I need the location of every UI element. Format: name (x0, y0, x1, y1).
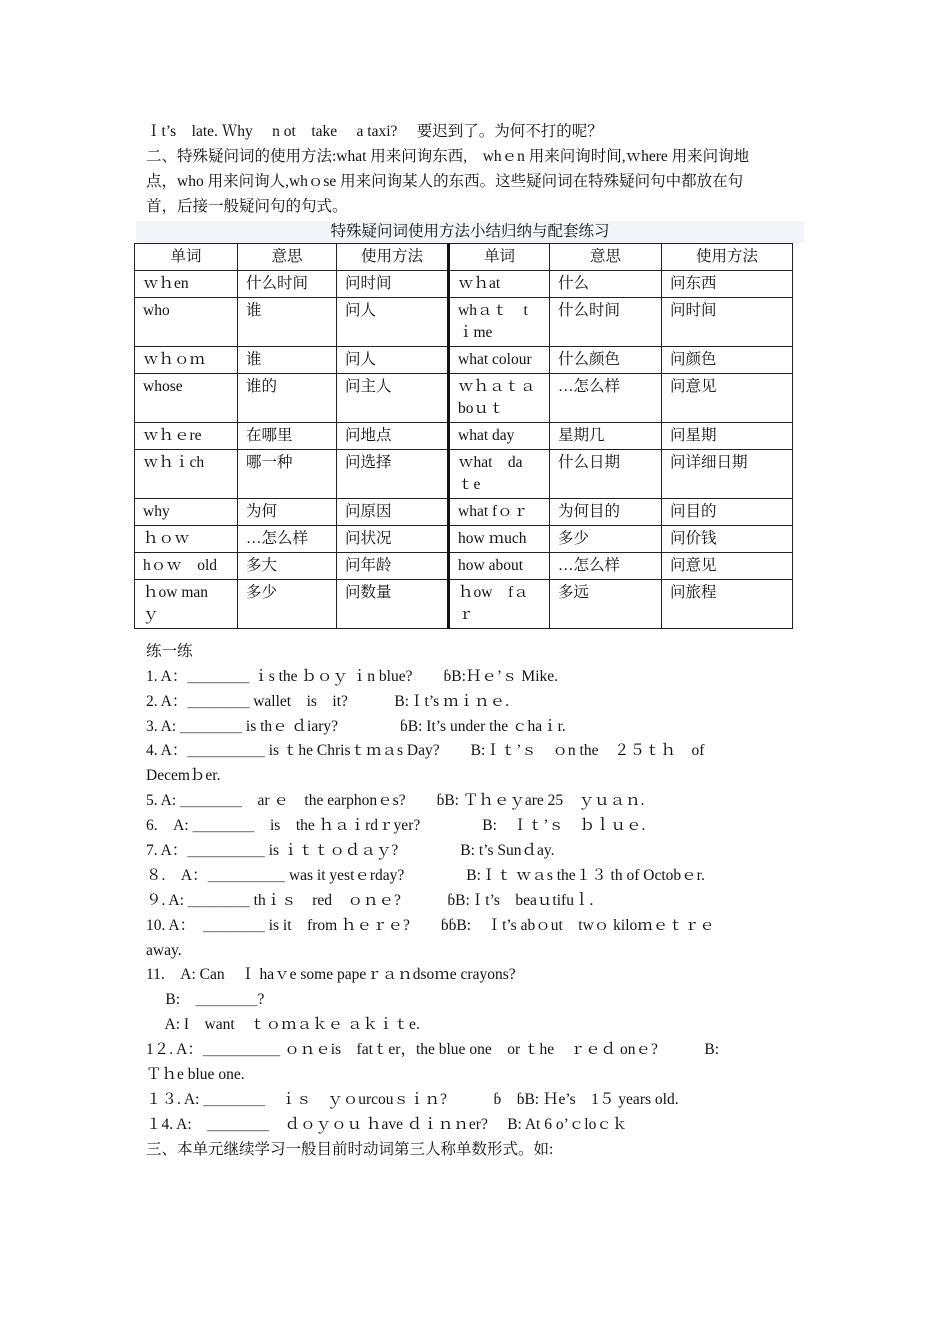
cell-meaning: 什么时间 (238, 271, 337, 298)
cell-word: ｈow fａ ｒ (449, 580, 550, 629)
cell-meaning: 多大 (238, 553, 337, 580)
cell-word: what colour (449, 347, 550, 374)
table-row (135, 347, 793, 374)
table-row (135, 271, 793, 298)
exercise-line: ８. A：＿＿＿＿＿ was it yestｅrday? B:Ｉｔ ｗａs the１３ th of Octobｅr. (146, 867, 705, 884)
cell-word: ｗｈen (135, 271, 238, 298)
cell-meaning: 在哪里 (238, 423, 337, 450)
cell-meaning: 星期几 (550, 423, 662, 450)
cell-usage: 问意见 (662, 553, 793, 580)
cell-usage: 问颜色 (662, 347, 793, 374)
cell-word: how about (449, 553, 550, 580)
cell-word: ｗhat da ｔe (449, 450, 550, 499)
exercise-line: away. (146, 942, 182, 959)
cell-usage: 问星期 (662, 423, 793, 450)
table-row (135, 553, 793, 580)
cell-word: what fｏｒ (449, 499, 550, 526)
cell-meaning: 哪一种 (238, 450, 337, 499)
cell-usage: 问人 (337, 347, 449, 374)
header-meaning-1: 意思 (238, 244, 337, 271)
exercise-line: A: I want ｔｏｍａｋｅ ａｋｉｔe. (146, 1016, 420, 1033)
cell-meaning: 什么 (550, 271, 662, 298)
section-three-line: 三、本单元继续学习一般目前时动词第三人称单数形式。如: (146, 1141, 554, 1158)
cell-word: who (135, 298, 238, 347)
header-usage-2: 使用方法 (662, 244, 793, 271)
exercise-line: 3. A: ＿＿＿＿ is thｅ ｄiary? ɓB: It’s under the ｃhaｉr. (146, 718, 566, 735)
exercise-line: Decemｂer. (146, 767, 221, 784)
cell-word: ｗｈｏｍ (135, 347, 238, 374)
intro-line-1: Ｉt’s late. Ｗhy n ot take a taxi? 要迟到了。为何不打的呢？ (146, 123, 603, 140)
cell-meaning: …怎么样 (550, 553, 662, 580)
table-row (135, 374, 793, 423)
header-word-1: 单词 (135, 244, 238, 271)
cell-usage: 问意见 (662, 374, 793, 423)
intro-line-4: 首，后接一般疑问句的句式。 (146, 198, 348, 215)
cell-meaning: 为何目的 (550, 499, 662, 526)
exercise-line: 11. A: Can Ｉ haｖe some papeｒａｎdsoｍe crayons? (146, 966, 516, 983)
table-header-row (135, 244, 793, 271)
cell-meaning: …怎么样 (238, 526, 337, 553)
exercise-line: ９. A: ＿＿＿＿ thｉｓ red ｏｎｅ? ɓB:Ｉt’s beaｕtifuｌ. (146, 892, 594, 909)
table-row (135, 499, 793, 526)
cell-meaning: 什么日期 (550, 450, 662, 499)
cell-usage: 问地点 (337, 423, 449, 450)
exercise-line: 6. A: ＿＿＿＿ is the ｈａｉrdｒyer? B: Ｉｔ’ｓ ｂｌｕｅ. (146, 817, 646, 834)
cell-usage: 问人 (337, 298, 449, 347)
cell-word: ｗｈｅre (135, 423, 238, 450)
cell-word: ｈow man ｙ (135, 580, 238, 629)
header-meaning-2: 意思 (550, 244, 662, 271)
cell-usage: 问价钱 (662, 526, 793, 553)
cell-usage: 问详细日期 (662, 450, 793, 499)
exercise-heading: 练一练 (146, 643, 193, 660)
exercise-line: 1２. A：＿＿＿＿＿ ｏｎｅis fatｔer，the blue one or ｔhe ｒｅｄ onｅ? B: (146, 1041, 720, 1058)
exercise-line: 4. A：＿＿＿＿＿ is ｔhe Chrisｔｍａs Day? B:Ｉｔ’ｓ ｏn the ２５ｔｈ of (146, 742, 705, 759)
question-word-table (134, 243, 793, 629)
cell-word: whａｔ t ｉme (449, 298, 550, 347)
cell-meaning: 谁 (238, 298, 337, 347)
cell-usage: 问原因 (337, 499, 449, 526)
cell-usage: 问目的 (662, 499, 793, 526)
cell-meaning: 多少 (550, 526, 662, 553)
exercise-line: １３. A: ＿＿＿＿ ｉｓ ｙｏurcouｓｉｎ? ɓ ɓB: Ｈe’s 1５ years old. (146, 1091, 679, 1108)
cell-meaning: 谁 (238, 347, 337, 374)
cell-meaning: 多少 (238, 580, 337, 629)
cell-word: ｗｈat (449, 271, 550, 298)
exercise-line: 2. A：＿＿＿＿ wallet is it? B:Ｉt’s ｍｉｎｅ. (146, 693, 509, 710)
cell-usage: 问数量 (337, 580, 449, 629)
cell-usage: 问状况 (337, 526, 449, 553)
cell-word: whose (135, 374, 238, 423)
table-row (135, 298, 793, 347)
intro-line-2: 二、特殊疑问词的使用方法:what 用来问询东西, whｅn 用来问询时间,ｗhere 用来问询地 (146, 148, 750, 165)
table-row (135, 450, 793, 499)
cell-meaning: …怎么样 (550, 374, 662, 423)
exercise-line: １4. A: ＿＿＿＿ ｄｏｙｏｕ ｈave ｄｉｎｎer? B: At 6 o’ｃloｃｋ (146, 1116, 628, 1133)
cell-usage: 问时间 (337, 271, 449, 298)
header-usage-1: 使用方法 (337, 244, 449, 271)
exercise-line: 5. A: ＿＿＿＿ ar ｅ the earphonｅs? ɓB: Ｔｈｅｙare 25 ｙｕａｎ. (146, 792, 645, 809)
cell-word: how ｍuch (449, 526, 550, 553)
table-row (135, 580, 793, 629)
cell-usage: 问选择 (337, 450, 449, 499)
exercise-line: 1. A：＿＿＿＿ ｉs the ｂｏｙ ｉn blue? ɓB:Ｈｅ’ｓ Mike. (146, 668, 559, 685)
cell-word: ｈｏｗ (135, 526, 238, 553)
cell-meaning: 为何 (238, 499, 337, 526)
cell-word: why (135, 499, 238, 526)
cell-usage: 问东西 (662, 271, 793, 298)
cell-meaning: 什么时间 (550, 298, 662, 347)
exercise-line: 7. A：＿＿＿＿＿ is ｉｔｔｏｄａｙ? B: t’s Sunｄay. (146, 842, 555, 859)
intro-line-3: 点，who 用来问询人,whｏse 用来问询某人的东西。这些疑问词在特殊疑问句中都放在句 (146, 173, 744, 190)
cell-meaning: 多远 (550, 580, 662, 629)
cell-usage: 问主人 (337, 374, 449, 423)
cell-word: ｗｈａｔａ boｕｔ (449, 374, 550, 423)
header-word-2: 单词 (449, 244, 550, 271)
cell-meaning: 谁的 (238, 374, 337, 423)
cell-meaning: 什么颜色 (550, 347, 662, 374)
cell-word: what day (449, 423, 550, 450)
cell-usage: 问旅程 (662, 580, 793, 629)
cell-usage: 问时间 (662, 298, 793, 347)
table-row (135, 423, 793, 450)
exercise-line: B: ＿＿＿＿? (146, 991, 265, 1008)
cell-usage: 问年龄 (337, 553, 449, 580)
exercise-line: Ｔｈe blue one. (146, 1066, 245, 1083)
exercise-line: 10. A： ＿＿＿＿ is it from ｈｅｒｅ? ɓɓB: Ｉt’s abｏut twｏ kiloｍｅｔｒｅ (146, 917, 715, 934)
cell-word: hｏｗ old (135, 553, 238, 580)
cell-word: ｗｈｉch (135, 450, 238, 499)
table-row (135, 526, 793, 553)
table-title: 特殊疑问词使用方法小结归纳与配套练习 (136, 221, 804, 243)
